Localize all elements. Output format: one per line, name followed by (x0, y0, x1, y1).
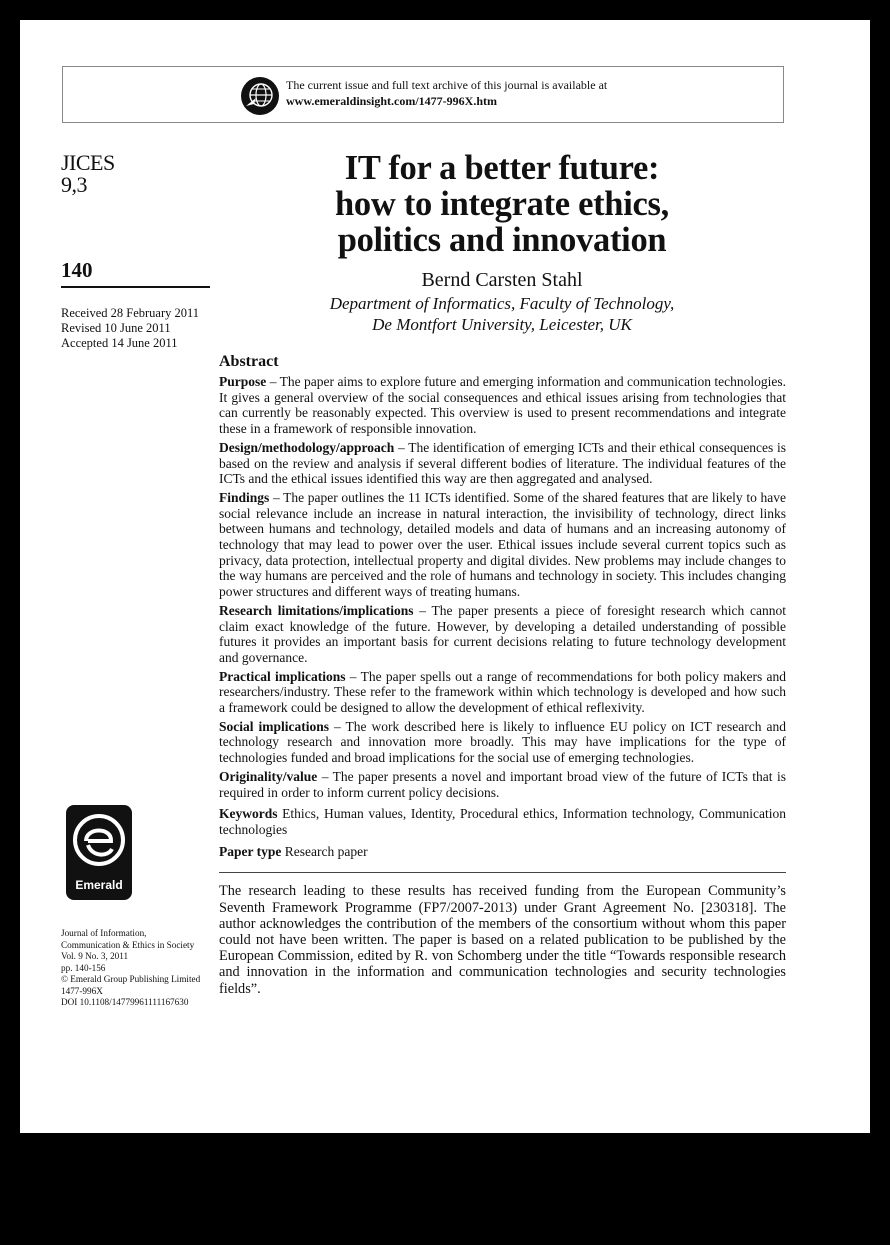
section-label: Purpose (219, 374, 267, 389)
title-line: politics and innovation (337, 221, 667, 259)
citation-doi: DOI 10.1108/14779961111167630 (61, 997, 189, 1007)
page-number-rule (61, 286, 210, 288)
keywords-text: Ethics, Human values, Identity, Procedural ethics, Information technology, Communication technologies (219, 806, 786, 837)
citation-journal-line2: Communication & Ethics in Society (61, 939, 195, 950)
abstract-social: Social implications – The work described here is likely to influence EU policy on ICT research and technology research and innovation more broadly. This may have implications for the type of technologies funded and broad implications for the social use of emerging technologies. (219, 718, 786, 766)
section-text: The paper presents a piece of foresight research which cannot claim exact knowledge of the future. However, by developing a detailed understanding of possible futures it provides an important basis for current decisions relating to future technology development and governance. (219, 602, 786, 665)
keywords (219, 806, 786, 837)
journal-url-link[interactable]: www.emeraldinsight.com/1477-996X.htm (286, 94, 497, 108)
citation-journal-line1: Journal of Information, (61, 928, 147, 938)
journal-abbrev: JICES (61, 150, 115, 175)
affiliation-line: De Montfort University, Leicester, UK (372, 315, 632, 334)
section-text: The identification of emerging ICTs and their ethical consequences is based on the review and analysis if several different bodies of literature. The individual features of the ICTs and the ethical issues identified this way are then aggregated and analysed. (219, 439, 787, 487)
paper-type-text: Research paper (284, 843, 368, 859)
paper-type (219, 844, 786, 860)
abstract-limitations: Research limitations/implications – The paper presents a piece of foresight research which cannot claim exact knowledge of the future. However, by developing a detailed understanding of possible futures it provides an important basis for current decisions relating to future technology development and governance. (219, 602, 786, 665)
section-text: The work described here is likely to influence EU policy on ICT research and technology research and innovation more broadly. This may have implications for the type of technologies funded and broad implications for the social use of emerging technologies. (219, 718, 786, 766)
section-label: Research limitations/implications (219, 602, 414, 618)
banner-availability-text: The current issue and full text archive of this journal is available at (286, 78, 608, 92)
banner-text (286, 77, 607, 109)
paper-title (220, 150, 784, 258)
emerald-logo-text: Emerald (75, 878, 123, 892)
accepted-date: Accepted 14 June 2011 (61, 336, 178, 350)
submission-dates (61, 306, 199, 351)
affiliation-line: Department of Informatics, Faculty of Technology, (329, 294, 675, 313)
paper-type-label: Paper type (219, 843, 282, 859)
received-date: Received 28 February 2011 (61, 306, 200, 320)
abstract-findings: Findings – The paper outlines the 11 ICTs identified. Some of the shared features that are likely to have social relevance include an increase in natural interaction, the invisibility of technology, direct links between humans and technology, detailed models and data of humans and an increasing autonomy of technology that may lead to power over the user. Ethical issues include several current topics such as privacy, data protection, intellectual property and digital divides. New problems may include changes to the way humans are perceived and the role of humans and technology in society. This includes changing power structures and different ways of treating humans. (219, 489, 786, 600)
citation-pages: pp. 140-156 (61, 962, 106, 973)
section-label: Originality/value (219, 768, 318, 784)
section-label: Findings (219, 489, 270, 505)
abstract-design: Design/methodology/approach – The identification of emerging ICTs and their ethical consequences is based on the review and analysis if several different bodies of literature. The individual features of the ICTs and the ethical issues identified this way are then aggregated and analysed. (219, 439, 787, 487)
revised-date: Revised 10 June 2011 (61, 321, 171, 335)
abstract (219, 353, 786, 997)
section-label: Practical implications (219, 668, 346, 684)
citation-block (61, 928, 200, 1009)
section-text: The paper spells out a range of recommendations for both policy makers and researchers/industry. These refer to the framework within which technology is developed and how such a framework could be designed to allow the development of ethical reflexivity. (219, 668, 786, 716)
section-label: Design/methodology/approach (219, 439, 395, 455)
abstract-originality: Originality/value – The paper presents a novel and important broad view of the future of ICTs that is required in order to inform current policy decisions. (219, 768, 786, 800)
section-text: The paper presents a novel and important broad view of the future of ICTs that is required in order to inform current policy decisions. (219, 768, 786, 800)
funding-note: The research leading to these results has received funding from the European Community’s Seventh Framework Programme (FP7/2007-2013) under Grant Agreement No. [230318]. The author acknowledges the contribution of the members of the consortium without whom this paper could not have been written. The paper is based on a related publication to be published by the European Commission, edited by R. von Schomberg under the title “Towards responsible research and innovation in the information and communication technologies and security technologies fields”. (219, 883, 786, 997)
abstract-heading: Abstract (219, 353, 279, 370)
section-text: The paper outlines the 11 ICTs identified. Some of the shared features that are likely to have social relevance include an increase in natural interaction, the invisibility of technology, direct links between humans and technology, detailed models and data of humans and an increasing autonomy of technology that may lead to power over the user. Ethical issues include several current topics such as privacy, data protection, intellectual property and digital divides. New problems may include changes to the way humans are perceived and the role of humans and technology in society. This includes changing power structures and different ways of treating humans. (219, 489, 786, 600)
globe-icon (240, 76, 280, 116)
abstract-practical: Practical implications – The paper spells out a range of recommendations for both policy makers and researchers/industry. These refer to the framework within which technology is developed and how such a framework could be designed to allow the development of ethical reflexivity. (219, 668, 786, 716)
paper-page (20, 20, 870, 1133)
journal-banner (62, 66, 784, 123)
section-text: The paper aims to explore future and emerging information and communication technologies. It gives a general overview of the social consequences and ethical issues arising from technologies that can currently be reasonably expected. This overview is used to present recommendations and integrate these in a framework of responsible innovation. (219, 374, 787, 437)
abstract-purpose: Purpose – The paper aims to explore future and emerging information and communication technologies. It gives a general overview of the social consequences and ethical issues arising from technologies that can currently be reasonably expected. This overview is used to present recommendations and integrate these in a framework of responsible innovation. (219, 374, 787, 437)
abstract-divider (219, 872, 786, 873)
citation-publisher: © Emerald Group Publishing Limited (61, 974, 201, 984)
emerald-logo (66, 805, 132, 900)
volume-issue: 9,3 (61, 172, 87, 197)
journal-code (61, 152, 115, 196)
section-label: Social implications (219, 718, 330, 734)
title-line: IT for a better future: (344, 149, 660, 187)
citation-issn: 1477-996X (61, 985, 103, 996)
title-line: how to integrate ethics, (335, 185, 669, 223)
author-name: Bernd Carsten Stahl (421, 269, 583, 291)
citation-volume: Vol. 9 No. 3, 2011 (61, 951, 129, 961)
author-affiliation (220, 293, 784, 335)
page-number: 140 (61, 258, 93, 282)
keywords-label: Keywords (219, 806, 278, 822)
